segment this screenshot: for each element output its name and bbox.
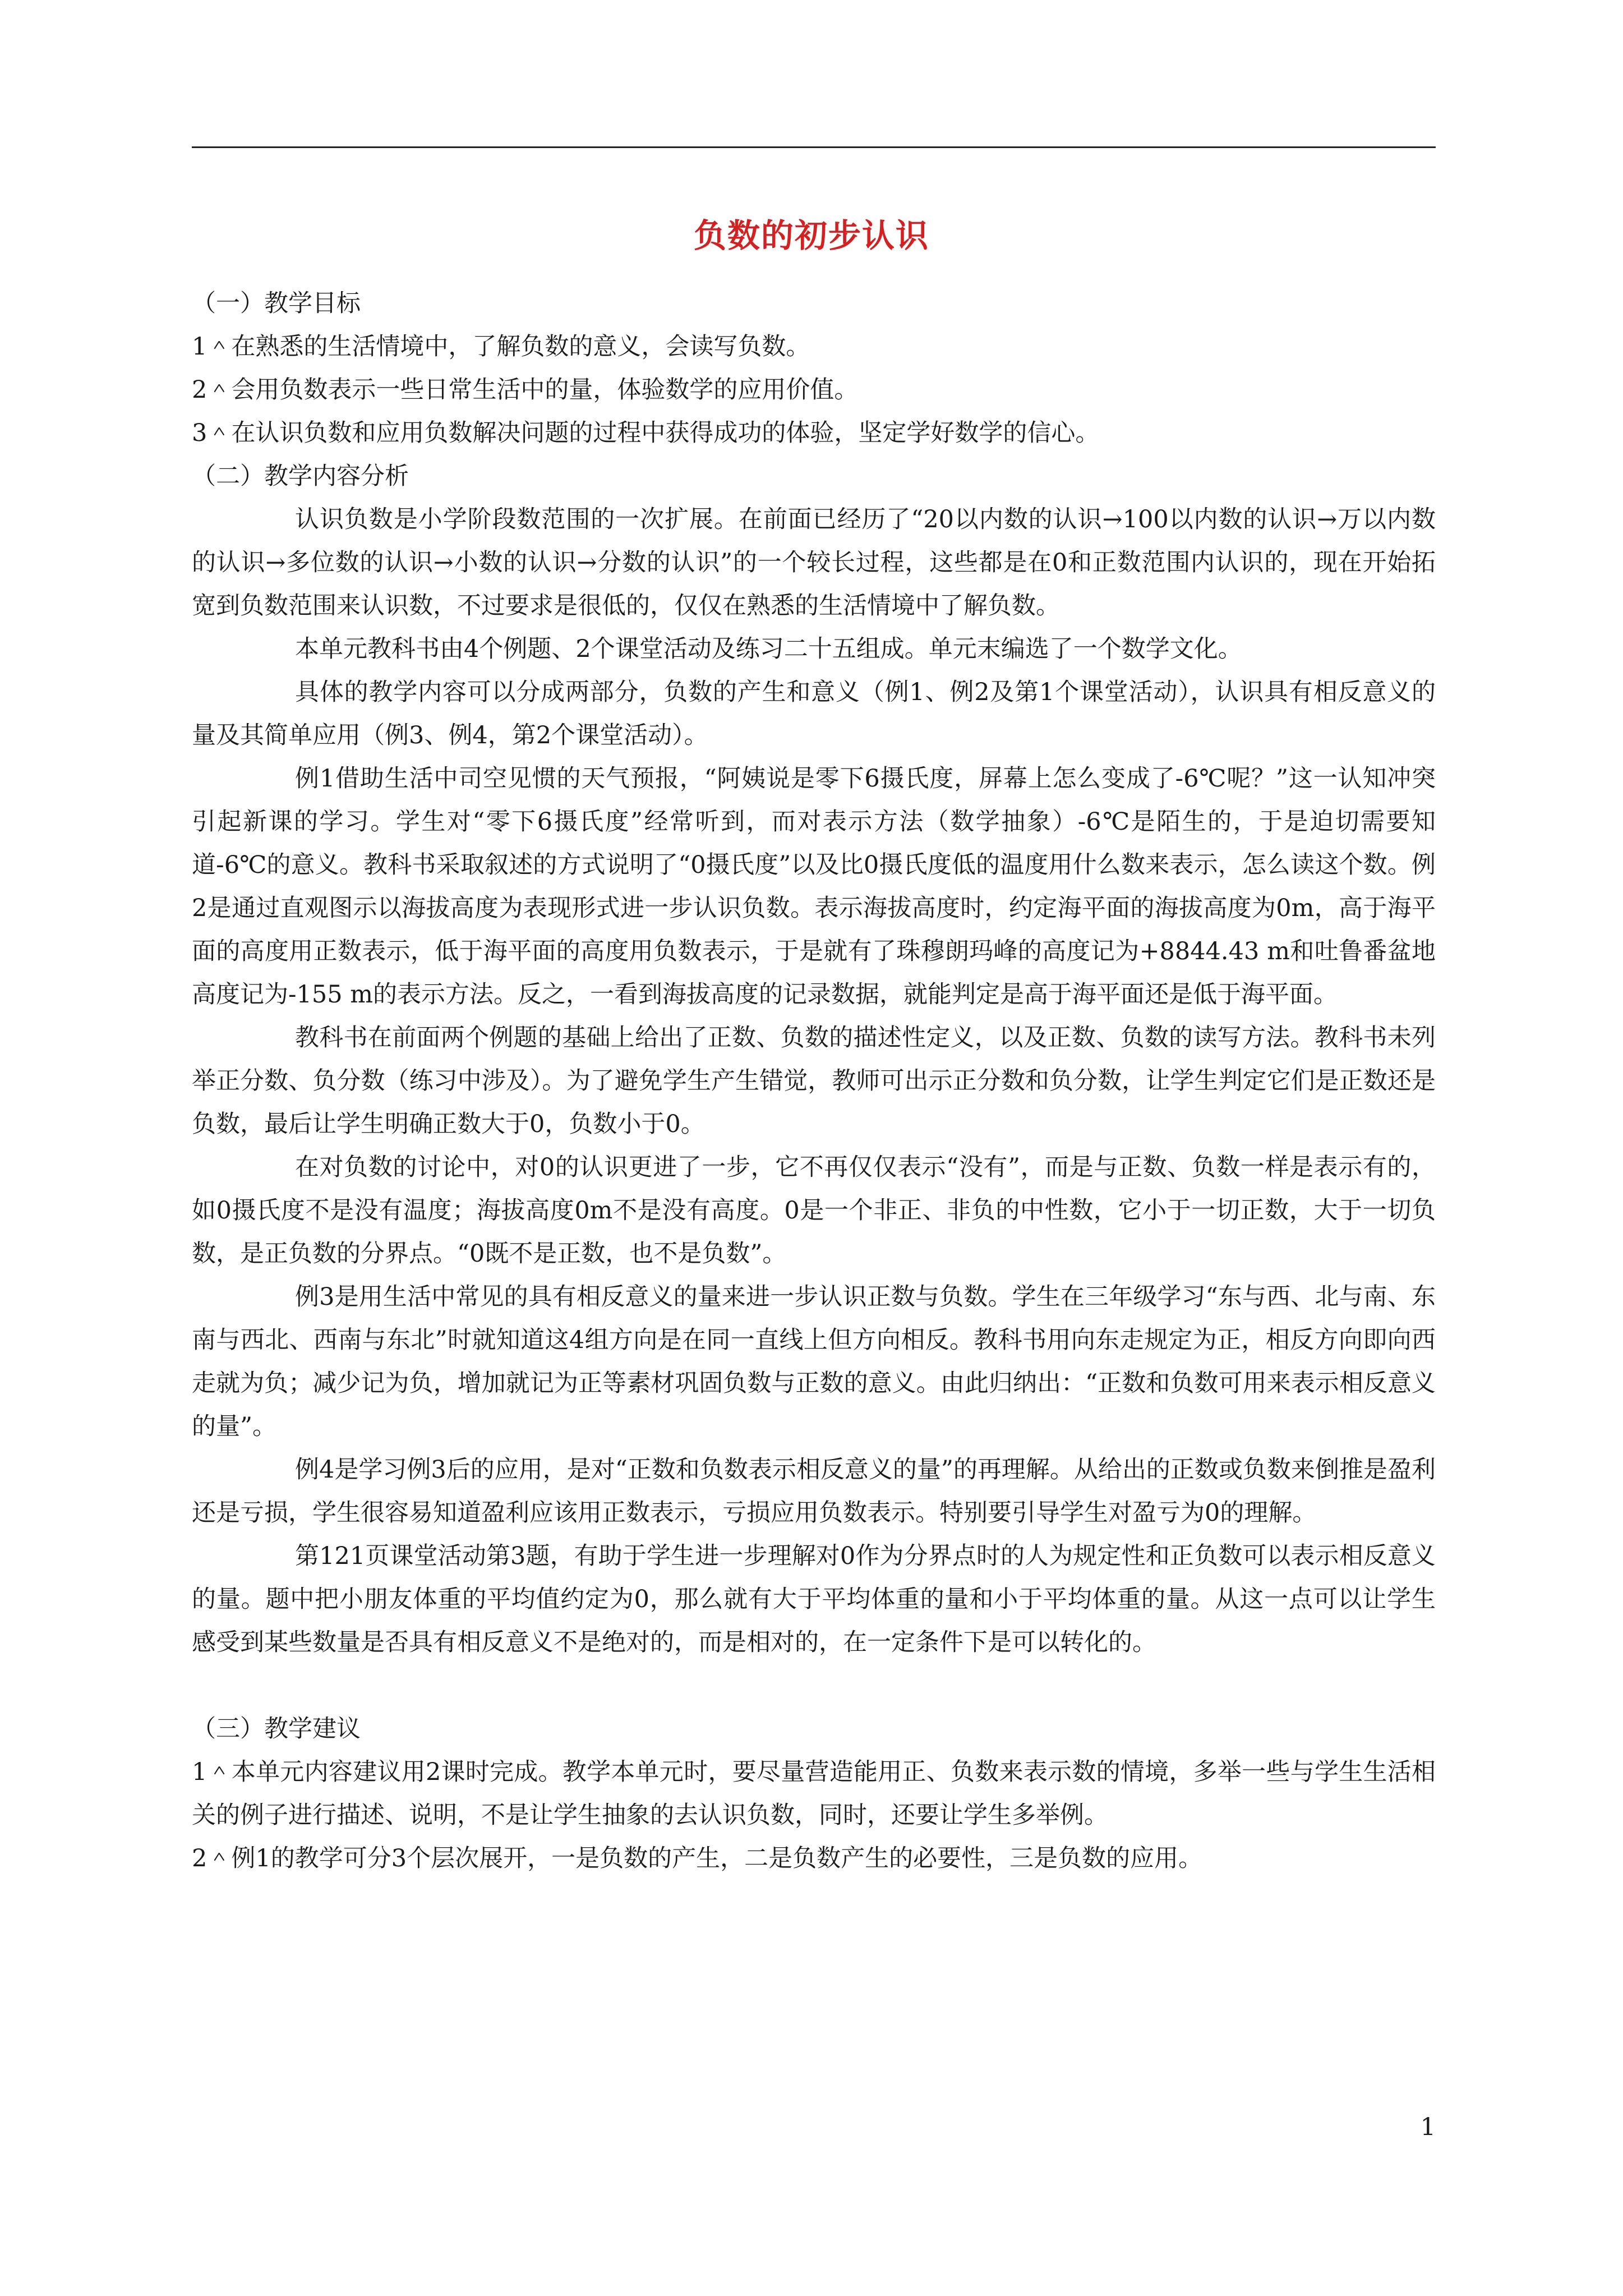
analysis-paragraph: 例3是用生活中常见的具有相反意义的量来进一步认识正数与负数。学生在三年级学习“东与西、北与南、东南与西北、西南与东北”时就知道这4组方向是在同一直线上但方向相反。教科书用向东走规定为正，相反方向即向西走就为负；减少记为负，增加就记为正等素材巩固负数与正数的意义。由此归纳出：“正数和负数可用来表示相反意义的量”。 <box>192 1283 1436 1441</box>
section-heading-objectives: （一）教学目标 <box>192 289 361 318</box>
suggestion-item: 1＾本单元内容建议用2课时完成。教学本单元时，要尽量营造能用正、负数来表示数的情境，多举一些与学生生活相关的例子进行描述、说明，不是让学生抽象的去认识负数，同时，还要让学生多举例。 <box>192 1758 1436 1829</box>
objective-item: 1＾在熟悉的生活情境中，了解负数的意义，会读写负数。 <box>192 333 810 361</box>
page-number: 1 <box>1420 2113 1436 2141</box>
analysis-paragraph: 第121页课堂活动第3题，有助于学生进一步理解对0作为分界点时的人为规定性和正负数可以表示相反意义的量。题中把小朋友体重的平均值约定为0，那么就有大于平均体重的量和小于平均体重的量。从这一点可以让学生感受到某些数量是否具有相反意义不是绝对的，而是相对的，在一定条件下是可以转化的。 <box>192 1542 1436 1657</box>
suggestion-item: 2＾例1的教学可分3个层次展开，一是负数的产生，二是负数产生的必要性，三是负数的应用。 <box>192 1844 1203 1872</box>
objective-item: 3＾在认识负数和应用负数解决问题的过程中获得成功的体验，坚定学好数学的信心。 <box>192 419 1100 447</box>
document-body <box>192 282 1436 1880</box>
analysis-paragraph: 在对负数的讨论中，对0的认识更进了一步，它不再仅仅表示“没有”，而是与正数、负数一样是表示有的，如0摄氏度不是没有温度；海拔高度0m不是没有高度。0是一个非正、非负的中性数，它小于一切正数，大于一切负数，是正负数的分界点。“0既不是正数，也不是负数”。 <box>192 1153 1436 1268</box>
analysis-paragraph: 教科书在前面两个例题的基础上给出了正数、负数的描述性定义，以及正数、负数的读写方法。教科书未列举正分数、负分数（练习中涉及）。为了避免学生产生错觉，教师可出示正分数和负分数，让学生判定它们是正数还是负数，最后让学生明确正数大于0，负数小于0。 <box>192 1024 1436 1138</box>
objective-item: 2＾会用负数表示一些日常生活中的量，体验数学的应用价值。 <box>192 376 859 404</box>
analysis-paragraph: 本单元教科书由4个例题、2个课堂活动及练习二十五组成。单元末编选了一个数学文化。 <box>295 635 1242 663</box>
section-heading-content-analysis: （二）教学内容分析 <box>192 462 409 490</box>
section-heading-suggestions: （三）教学建议 <box>192 1715 361 1743</box>
analysis-paragraph: 例1借助生活中司空见惯的天气预报，“阿姨说是零下6摄氏度，屏幕上怎么变成了-6℃呢？”这一认知冲突引起新课的学习。学生对“零下6摄氏度”经常听到，而对表示方法（数学抽象）-6℃是陌生的，于是迫切需要知道-6℃的意义。教科书采取叙述的方式说明了“0摄氏度”以及比0摄氏度低的温度用什么数来表示，怎么读这个数。例2是通过直观图示以海拔高度为表现形式进一步认识负数。表示海拔高度时，约定海平面的海拔高度为0m，高于海平面的高度用正数表示，低于海平面的高度用负数表示，于是就有了珠穆朗玛峰的高度记为+8844.43 m和吐鲁番盆地高度记为-155 m的表示方法。反之，一看到海拔高度的记录数据，就能判定是高于海平面还是低于海平面。 <box>192 765 1436 1009</box>
analysis-paragraph: 例4是学习例3后的应用，是对“正数和负数表示相反意义的量”的再理解。从给出的正数或负数来倒推是盈利还是亏损，学生很容易知道盈利应该用正数表示，亏损应用负数表示。特别要引导学生对盈亏为0的理解。 <box>192 1456 1436 1527</box>
document-title: 负数的初步认识 <box>693 217 929 255</box>
header-rule <box>192 146 1436 148</box>
section-spacer <box>192 1664 1436 1708</box>
analysis-paragraph: 具体的教学内容可以分成两部分，负数的产生和意义（例1、例2及第1个课堂活动），认识具有相反意义的量及其简单应用（例3、例4，第2个课堂活动）。 <box>192 678 1436 749</box>
analysis-paragraph: 认识负数是小学阶段数范围的一次扩展。在前面已经历了“20以内数的认识→100以内数的认识→万以内数的认识→多位数的认识→小数的认识→分数的认识”的一个较长过程，这些都是在0和正数范围内认识的，现在开始拓宽到负数范围来认识数，不过要求是很低的，仅仅在熟悉的生活情境中了解负数。 <box>192 505 1436 620</box>
